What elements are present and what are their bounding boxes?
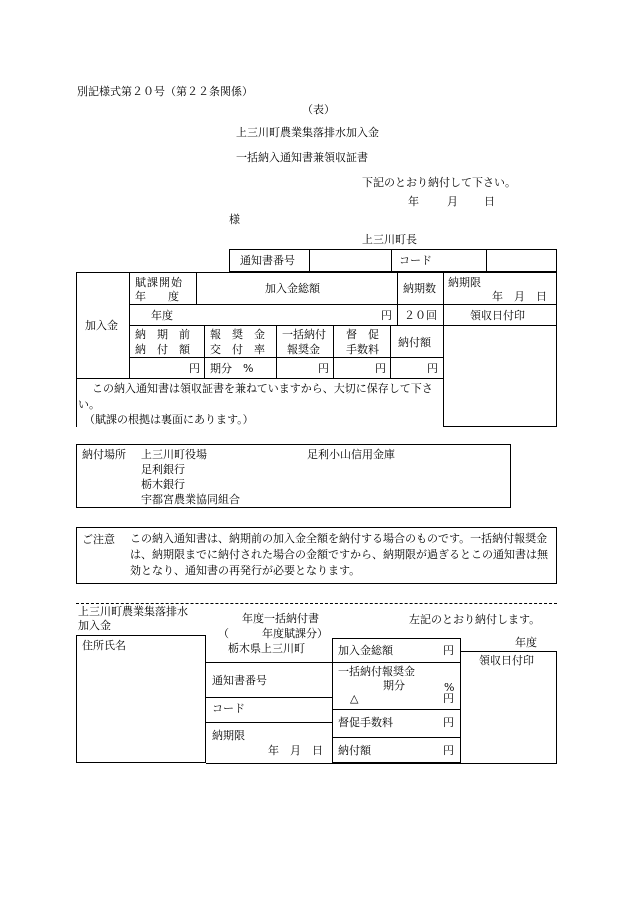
stub-location: 栃木県上三川町 xyxy=(228,642,305,655)
stub-receipt-stamp-label: 領収日付印 xyxy=(479,654,534,667)
notice-number-label: 通知書番号 xyxy=(240,254,295,267)
receipt-stamp-label: 領収日付印 xyxy=(470,309,525,322)
header-start-year-1: 賦課開始 xyxy=(135,276,183,289)
value-count: ２０回 xyxy=(404,309,437,322)
row-header-kanyukin: 加入金 xyxy=(85,319,118,332)
pay-instruction: 下記のとおり納付して下さい。 xyxy=(362,176,516,189)
stub-pct: % xyxy=(444,681,455,694)
header-count: 納期数 xyxy=(403,282,436,295)
stub-notice-number-label: 通知書番号 xyxy=(212,674,267,687)
stub-deadline-label: 納期限 xyxy=(212,729,245,742)
value-period-pct: 期分 % xyxy=(210,362,254,375)
header-deadline-date: 年 月 日 xyxy=(492,290,547,303)
code-label: コード xyxy=(399,254,432,267)
stub-nendo: 年度 xyxy=(515,636,537,649)
stub-minus-triangle: △ xyxy=(350,692,359,705)
header-total-amount: 加入金総額 xyxy=(265,282,320,295)
value-reward-yen: 円 xyxy=(318,362,329,375)
form-number: 別記様式第２０号（第２２条関係） xyxy=(77,85,253,98)
header-prepay-2: 納 付 額 xyxy=(135,343,190,356)
recipient-suffix: 様 xyxy=(229,213,240,226)
payment-places-label: 納付場所 xyxy=(82,448,126,461)
issuer: 上三川町長 xyxy=(362,233,417,246)
stub-total-label: 加入金総額 xyxy=(338,644,393,657)
value-prepay-yen: 円 xyxy=(189,362,200,375)
header-fee-2: 手数料 xyxy=(346,343,379,356)
header-rate-2: 交 付 率 xyxy=(210,343,265,356)
stub-period-label: 期分 xyxy=(383,679,405,692)
place-tochigi-bank: 栃木銀行 xyxy=(141,478,185,491)
header-payment: 納付額 xyxy=(398,336,431,349)
value-payment-yen: 円 xyxy=(427,362,438,375)
value-fee-yen: 円 xyxy=(375,362,386,375)
stub-title-2: 加入金 xyxy=(78,619,111,632)
header-start-year-2: 年 度 xyxy=(135,290,179,303)
place-ashikaga-bank: 足利銀行 xyxy=(141,463,185,476)
notice-basis: （賦課の根拠は裏面にあります。） xyxy=(84,413,254,426)
header-prepay-1: 納 期 前 xyxy=(135,328,190,341)
stub-payment-label: 納付額 xyxy=(338,744,371,757)
caution-label: ご注意 xyxy=(82,533,115,546)
notice-text: この納入通知書は領収証書を兼ねていますから、大切に保存して下さい。 xyxy=(78,382,433,411)
place-town-office: 上三川町役場 xyxy=(141,448,207,461)
stub-reward-yen: 円 xyxy=(443,692,454,705)
stub-fiscal: （ 年度賦課分） xyxy=(218,627,328,640)
side-label: （表） xyxy=(302,103,335,116)
stub-code-label: コード xyxy=(212,702,245,715)
stub-pay-note: 左記のとおり納付します。 xyxy=(409,613,541,626)
place-ja: 宇都宮農業協同組合 xyxy=(141,493,240,506)
header-reward-1: 一括納付 xyxy=(282,328,326,341)
stub-deadline-date: 年 月 日 xyxy=(268,744,323,757)
header-deadline: 納期限 xyxy=(448,276,481,289)
stub-reward-label: 一括納付報奨金 xyxy=(338,665,415,678)
caution-text: この納入通知書は、納期前の加入金全額を納付する場合のものです。一括納付報奨金は、納期限までに納付された場合の金額ですから、納期限が過ぎるとこの通知書は無効となり、通知書の再発行が必要となります。 xyxy=(130,532,548,577)
header-fee-1: 督 促 xyxy=(346,328,379,341)
value-year: 年度 xyxy=(151,309,173,322)
stub-title-1: 上三川町農業集落排水 xyxy=(78,605,188,618)
value-total-yen: 円 xyxy=(381,309,392,322)
stub-address-box xyxy=(76,635,206,763)
stub-address-label: 住所氏名 xyxy=(82,639,126,652)
header-rate-1: 報 奨 金 xyxy=(210,328,265,341)
stub-total-yen: 円 xyxy=(443,644,454,657)
header-reward-2: 報奨金 xyxy=(287,343,320,356)
stub-doc-name: 年度一括納付書 xyxy=(242,612,319,625)
stub-fee-yen: 円 xyxy=(443,716,454,729)
date-year: 年 xyxy=(408,195,419,208)
date-day: 日 xyxy=(484,195,495,208)
title-line-2: 一括納入通知書兼領収証書 xyxy=(236,151,368,164)
title-line-1: 上三川町農業集落排水加入金 xyxy=(236,126,379,139)
place-shinkin: 足利小山信用金庫 xyxy=(307,448,395,461)
date-month: 月 xyxy=(447,195,458,208)
stub-fee-label: 督促手数料 xyxy=(338,716,393,729)
stub-payment-yen: 円 xyxy=(443,744,454,757)
cut-line xyxy=(76,603,557,604)
